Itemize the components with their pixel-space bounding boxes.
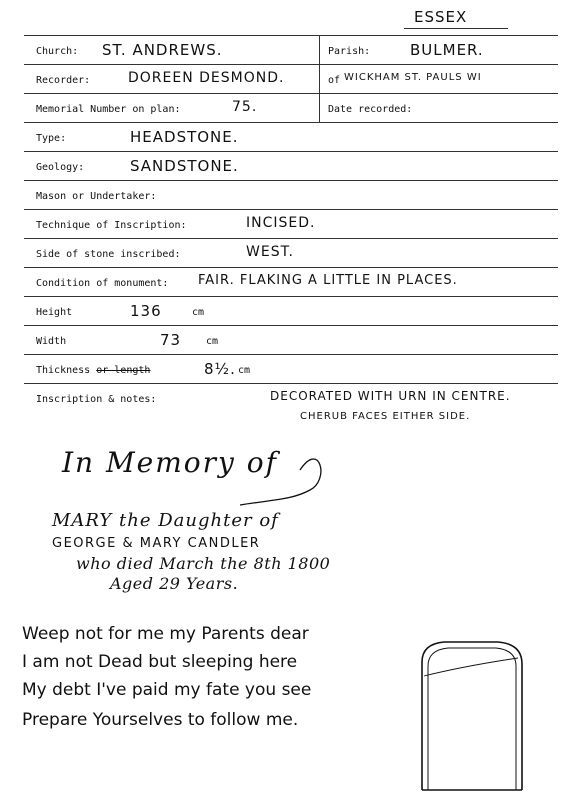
memorial-number-label: Memorial Number on plan: bbox=[36, 104, 181, 115]
church-label: Church: bbox=[36, 46, 79, 57]
verse-line-4: Prepare Yourselves to follow me. bbox=[22, 710, 299, 730]
church-value: ST. ANDREWS. bbox=[102, 41, 223, 59]
geology-label: Geology: bbox=[36, 162, 85, 173]
notes-line-2: CHERUB FACES EITHER SIDE. bbox=[300, 411, 471, 422]
rule-4 bbox=[24, 151, 558, 152]
inscription-heading: In Memory of bbox=[62, 446, 278, 479]
memorial-number-value: 75. bbox=[232, 99, 258, 115]
column-divider bbox=[319, 35, 320, 122]
rule-9 bbox=[24, 296, 558, 297]
headstone-sketch bbox=[414, 636, 534, 796]
inscription-line-1: MARY the Daughter of bbox=[52, 510, 279, 531]
inscription-line-3: who died March the 8th 1800 bbox=[76, 554, 331, 573]
thickness-unit: cm bbox=[238, 365, 251, 376]
mason-label: Mason or Undertaker: bbox=[36, 191, 157, 202]
parish-value: BULMER. bbox=[410, 41, 484, 59]
recorder-of-label: of bbox=[328, 75, 341, 86]
condition-label: Condition of monument: bbox=[36, 278, 169, 289]
county-label: ESSEX bbox=[414, 8, 468, 26]
inscription-line-4: Aged 29 Years. bbox=[110, 574, 239, 593]
geology-value: SANDSTONE. bbox=[130, 157, 239, 175]
type-value: HEADSTONE. bbox=[130, 128, 239, 146]
thickness-label bbox=[36, 365, 150, 376]
date-recorded-label: Date recorded: bbox=[328, 104, 413, 115]
technique-label: Technique of Inscription: bbox=[36, 220, 187, 231]
recorder-value: DOREEN DESMOND. bbox=[128, 70, 285, 86]
county-underline bbox=[404, 28, 508, 29]
thickness-label-text: Thickness bbox=[36, 365, 91, 376]
verse-line-3: My debt I've paid my fate you see bbox=[22, 680, 312, 700]
verse-line-2: I am not Dead but sleeping here bbox=[22, 652, 298, 672]
width-value: 73 bbox=[160, 331, 182, 349]
width-label: Width bbox=[36, 336, 67, 347]
recorder-of-value: WICKHAM ST. PAULS WI bbox=[344, 72, 482, 83]
recorder-label: Recorder: bbox=[36, 75, 91, 86]
rule-7 bbox=[24, 238, 558, 239]
width-unit: cm bbox=[206, 336, 219, 347]
thickness-value: 8½. bbox=[204, 360, 236, 378]
technique-value: INCISED. bbox=[246, 215, 316, 231]
rule-10 bbox=[24, 325, 558, 326]
notes-line-1: DECORATED WITH URN IN CENTRE. bbox=[270, 389, 511, 403]
height-value: 136 bbox=[130, 302, 162, 320]
rule-top bbox=[24, 35, 558, 36]
height-unit: cm bbox=[192, 307, 205, 318]
inscription-line-2: GEORGE & MARY CANDLER bbox=[52, 536, 261, 551]
type-label: Type: bbox=[36, 133, 67, 144]
rule-2 bbox=[24, 93, 558, 94]
side-inscribed-value: WEST. bbox=[246, 244, 294, 260]
rule-5 bbox=[24, 180, 558, 181]
parish-label: Parish: bbox=[328, 46, 371, 57]
rule-11 bbox=[24, 354, 558, 355]
rule-3 bbox=[24, 122, 558, 123]
notes-label: Inscription & notes: bbox=[36, 394, 157, 405]
rule-8 bbox=[24, 267, 558, 268]
condition-value: FAIR. FLAKING A LITTLE IN PLACES. bbox=[198, 273, 458, 288]
rule-6 bbox=[24, 209, 558, 210]
rule-1 bbox=[24, 64, 558, 65]
thickness-struck-text: or length bbox=[96, 365, 151, 376]
height-label: Height bbox=[36, 307, 73, 318]
rule-12 bbox=[24, 383, 558, 384]
verse-line-1: Weep not for me my Parents dear bbox=[22, 624, 309, 644]
side-inscribed-label: Side of stone inscribed: bbox=[36, 249, 181, 260]
